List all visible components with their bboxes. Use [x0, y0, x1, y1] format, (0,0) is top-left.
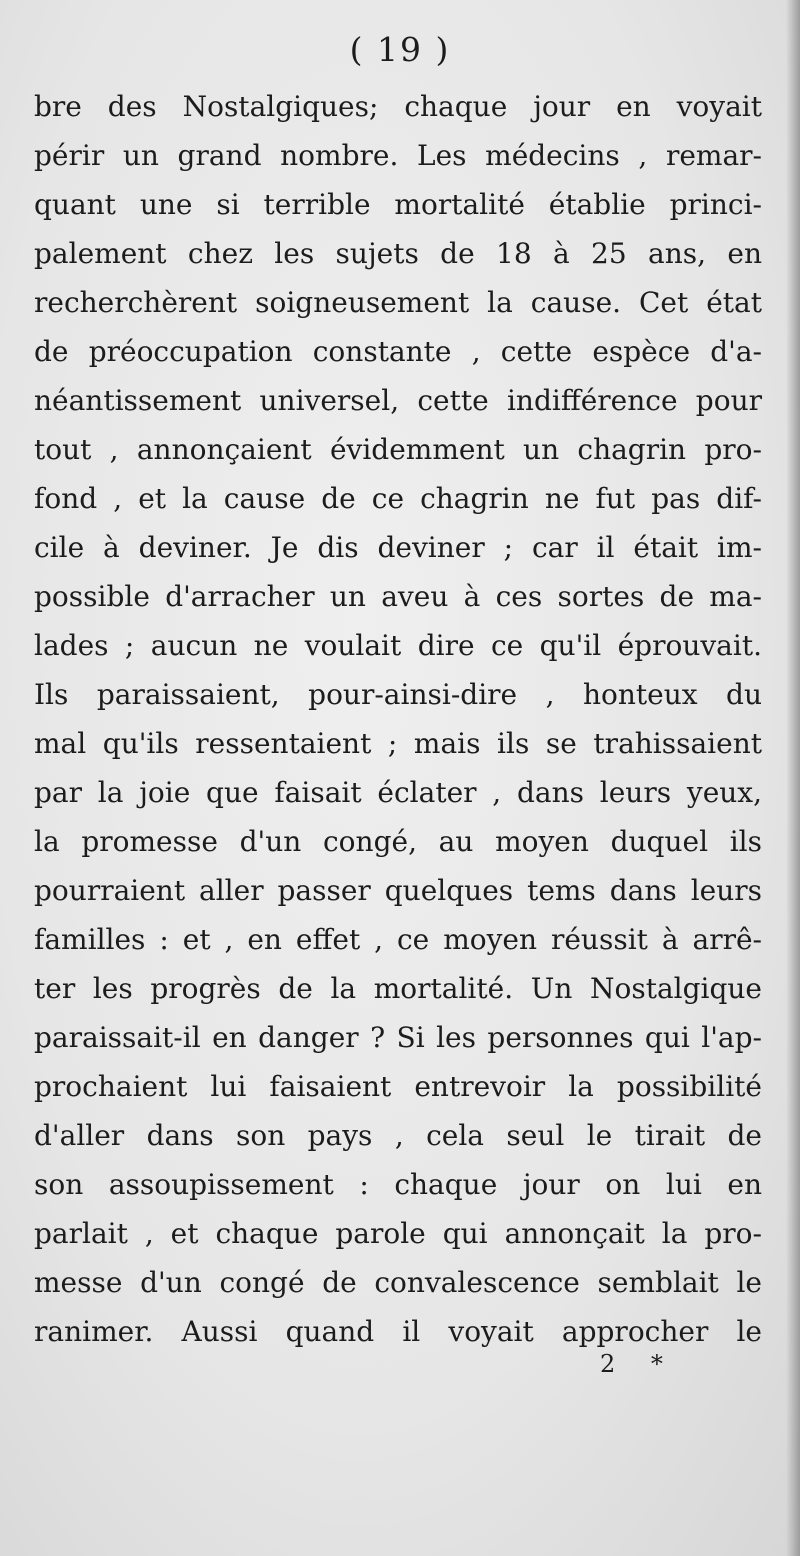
page-number: ( 19 ) [349, 30, 451, 69]
text-line-20: paraissait-il en danger ? Si les personnes qui l'ap- [34, 1021, 762, 1054]
signature-mark: 2 * [600, 1350, 677, 1378]
text-line-26: ranimer. Aussi quand il voyait approcher le [34, 1315, 762, 1348]
text-line-24: parlait , et chaque parole qui annonçait la pro- [34, 1217, 762, 1250]
text-line-2: périr un grand nombre. Les médecins , remar- [34, 139, 762, 172]
text-line-25: messe d'un congé de convalescence semblait le [34, 1266, 762, 1299]
text-line-11: possible d'arracher un aveu à ces sortes de ma- [34, 580, 762, 613]
text-line-3: quant une si terrible mortalité établie princi- [34, 188, 762, 221]
text-line-14: mal qu'ils ressentaient ; mais ils se trahissaient [34, 727, 762, 760]
text-line-10: cile à deviner. Je dis deviner ; car il était im- [34, 531, 762, 564]
text-line-13: Ils paraissaient, pour-ainsi-dire , honteux du [34, 678, 762, 711]
page-edge-shadow [786, 0, 800, 1556]
text-line-5: recherchèrent soigneusement la cause. Cet état [34, 286, 762, 319]
text-line-18: familles : et , en effet , ce moyen réussit à arrê- [34, 923, 762, 956]
text-line-8: tout , annonçaient évidemment un chagrin pro- [34, 433, 762, 466]
text-line-12: lades ; aucun ne voulait dire ce qu'il éprouvait. [34, 629, 762, 662]
body-text [34, 82, 762, 1356]
text-line-23: son assoupissement : chaque jour on lui en [34, 1168, 762, 1201]
text-line-17: pourraient aller passer quelques tems dans leurs [34, 874, 762, 907]
text-line-22: d'aller dans son pays , cela seul le tirait de [34, 1119, 762, 1152]
text-line-4: palement chez les sujets de 18 à 25 ans, en [34, 237, 762, 270]
text-line-21: prochaient lui faisaient entrevoir la possibilité [34, 1070, 762, 1103]
text-line-6: de préoccupation constante , cette espèce d'a- [34, 335, 762, 368]
text-line-16: la promesse d'un congé, au moyen duquel ils [34, 825, 762, 858]
text-line-9: fond , et la cause de ce chagrin ne fut pas dif- [34, 482, 762, 515]
text-line-19: ter les progrès de la mortalité. Un Nostalgique [34, 972, 762, 1005]
text-line-15: par la joie que faisait éclater , dans leurs yeux, [34, 776, 762, 809]
text-line-7: néantissement universel, cette indifférence pour [34, 384, 762, 417]
text-line-1: bre des Nostalgiques; chaque jour en voyait [34, 90, 762, 123]
